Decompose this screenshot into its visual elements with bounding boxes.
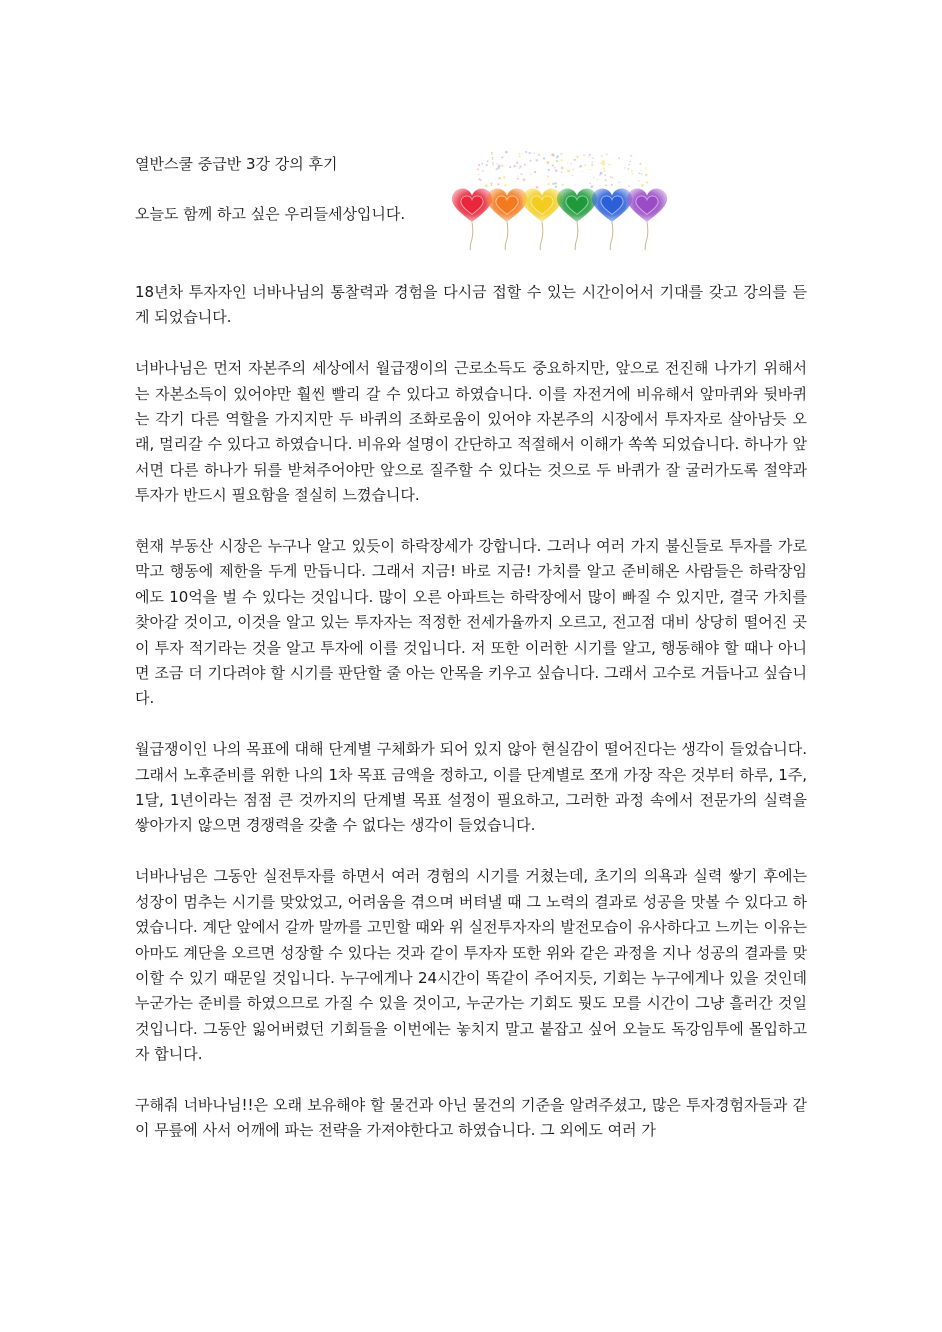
sparkle-dot <box>567 170 570 173</box>
sparkle-dot <box>605 179 607 181</box>
sparkle-dot <box>502 156 504 158</box>
sparkle-dot <box>619 182 620 183</box>
sparkle-dot <box>547 162 550 165</box>
paragraph-4: 월급쟁이인 나의 목표에 대해 단계별 구체화가 되어 있지 않아 현실감이 떨어진다는 생각이 들었습니다. 그래서 노후준비를 위한 나의 1차 목표 금액을 정하고, 이를 단계별로 쪼개 가장 작은 것부터 하루, 1주, 1달, 1년이라는 점점 큰 것까지의 단계별 목표 설정이 필요하고, 그러한 과정 속에서 전문가의 실력을 쌓아가지 않으면 경쟁력을 갖출 수 없다는 생각이 들었습니다. <box>135 740 807 835</box>
paragraph-5: 너바나님은 그동안 실전투자를 하면서 여러 경험의 시기를 거쳤는데, 초기의 의욕과 실력 쌓기 후에는 성장이 멈추는 시기를 맞았었고, 어려움을 겪으며 버텨낼 때 그 노력의 결과로 성공을 맛볼 수 있다고 하였습니다. 계단 앞에서 갈까 말까를 고민할 때와 위 실전투자자의 발전모습이 유사하다고 느끼는 이유는 아마도 계단을 오르면 성장할 수 있다는 것과 같이 투자자 또한 위와 같은 과정을 지나 성공의 결과를 맞이할 수 있기 때문일 것입니다. 누구에게나 24시간이 똑같이 주어지듯, 기회는 누구에게나 있을 것인데 누군가는 준비를 하였으므로 가질 수 있을 것이고, 누군가는 기회도 뭣도 모를 시간이 그냥 흘러간 것일 것입니다. 그동안 잃어버렸던 기회들을 이번에는 놓치지 말고 붙잡고 싶어 오늘도 독강임투에 몰입하고자 합니다. <box>135 867 807 1064</box>
sparkle-dot <box>548 169 550 171</box>
sparkle-dot <box>548 183 550 185</box>
sparkle-dot <box>492 157 494 159</box>
sparkle-dot <box>600 172 603 175</box>
sparkle-dot <box>601 155 603 157</box>
balloon-string <box>505 222 508 250</box>
sparkle-dot <box>592 161 593 162</box>
sparkle-dot <box>590 169 591 170</box>
sparkle-dot <box>517 178 519 180</box>
sparkle-dot <box>561 172 562 173</box>
document-title: 열반스쿨 중급반 3강 강의 후기 <box>135 155 338 173</box>
sparkle-dot <box>631 170 633 172</box>
sparkle-dot <box>604 174 606 176</box>
sparkle-dot <box>519 153 521 155</box>
sparkle-dot <box>611 184 613 186</box>
document-body <box>135 280 807 1169</box>
balloon-string <box>470 222 473 250</box>
sparkle-dot <box>536 159 538 161</box>
sparkle-dot <box>612 177 614 179</box>
sparkle-dot <box>487 160 489 162</box>
sparkle-dot <box>588 156 590 158</box>
sparkle-dot <box>589 154 591 156</box>
sparkle-dot <box>503 176 505 178</box>
sparkle-dot <box>591 185 594 188</box>
sparkle-dot <box>570 163 571 164</box>
sparkle-dot <box>530 174 531 175</box>
sparkle-dot <box>485 184 488 187</box>
paragraph-2: 너바나님은 먼저 자본주의 세상에서 월급쟁이의 근로소득도 중요하지만, 앞으로 전진해 나가기 위해서는 자본소득이 있어야만 훨씬 빨리 갈 수 있다고 하였습니다. 이를 자전거에 비유해서 앞마퀴와 뒷바퀴는 각기 다른 역할을 가지지만 두 바퀴의 조화로움이 있어야 자본주의 시장에서 투자자로 살아남듯 오래, 멀리갈 수 있다고 하였습니다. 비유와 설명이 간단하고 적절해서 이해가 쏙쏙 되었습니다. 하나가 앞서면 다른 하나가 뒤를 받쳐주어야만 앞으로 질주할 수 있다는 것으로 두 바퀴가 잘 굴러가도록 절약과 투자가 반드시 필요함을 절실히 느꼈습니다. <box>135 359 807 505</box>
sparkle-dot <box>543 158 545 160</box>
sparkle-dot <box>555 186 558 189</box>
sparkle-dot <box>618 158 620 160</box>
sparkle-dot <box>515 165 516 166</box>
sparkle-dot <box>624 167 625 168</box>
sparkle-dot <box>603 167 605 169</box>
sparkle-dot <box>630 155 632 157</box>
sparkle-dot <box>602 163 605 166</box>
sparkle-dot <box>491 152 493 154</box>
sparkle-dot <box>523 178 526 181</box>
sparkle-dot <box>529 152 531 154</box>
sparkle-dot <box>639 163 641 165</box>
sparkle-dot <box>574 184 575 185</box>
sparkle-dot <box>641 184 644 187</box>
sparkle-dot <box>501 164 504 167</box>
sparkle-dot <box>555 169 558 172</box>
paragraph-1: 18년차 투자자인 너바나님의 통찰력과 경험을 다시금 접할 수 있는 시간이어서 기대를 갖고 강의를 듣게 되었습니다. <box>135 283 807 327</box>
sparkle-dot <box>480 179 482 181</box>
sparkle-dot <box>524 164 526 166</box>
sparkle-dot <box>581 165 582 166</box>
sparkle-dot <box>490 183 492 185</box>
sparkle-dot <box>556 157 558 159</box>
sparkle-dot <box>509 166 511 168</box>
sparkle-dot <box>477 169 479 171</box>
sparkle-dot <box>520 166 522 168</box>
sparkle-dot <box>567 163 568 164</box>
sparkle-dot <box>609 164 611 166</box>
document-subtitle: 오늘도 함께 하고 싶은 우리들세상입니다. <box>135 205 406 223</box>
sparkle-dot <box>574 159 576 161</box>
sparkle-dot <box>551 153 554 156</box>
sparkle-dot <box>606 154 608 156</box>
sparkle-dot <box>593 177 594 178</box>
sparkle-dot <box>497 163 498 164</box>
sparkle-dot <box>530 160 532 162</box>
sparkle-dot <box>534 171 536 173</box>
sparkle-dot <box>628 185 630 187</box>
sparkle-dot <box>505 151 508 154</box>
sparkle-dot <box>628 164 630 166</box>
paragraph-6: 구해줘 너바나님!!은 오래 보유해야 할 물건과 아닌 물건의 기준을 알려주셨고, 많은 투자경험자들과 같이 무릎에 사서 어깨에 파는 전략을 가져야한다고 하였습니다. 그 외에도 여러 가 <box>135 1095 807 1140</box>
sparkle-dot <box>603 170 605 172</box>
sparkle-dot <box>497 183 499 185</box>
sparkle-dot <box>519 156 521 158</box>
sparkle-dot <box>571 175 573 177</box>
sparkle-dot <box>491 185 493 187</box>
sparkle-dot <box>590 183 592 185</box>
sparkle-dot <box>596 179 597 180</box>
sparkle-dot <box>561 159 563 161</box>
sparkle-dot <box>516 162 518 164</box>
sparkle-dot <box>639 173 640 174</box>
sparkle-dot <box>576 156 578 158</box>
sparkle-dot <box>583 154 585 156</box>
sparkle-dot <box>517 176 518 177</box>
sparkle-dot <box>491 154 492 155</box>
sparkle-dot <box>521 173 523 175</box>
sparkle-dot <box>610 176 612 178</box>
balloon-string <box>575 222 578 250</box>
sparkle-dot <box>562 167 564 169</box>
sparkle-dot <box>481 163 483 165</box>
sparkle-dot <box>493 164 494 165</box>
paragraph-3: 현재 부동산 시장은 누구나 알고 있듯이 하락장세가 강합니다. 그러나 여러 가지 불신들로 투자를 가로막고 행동에 제한을 두게 만듭니다. 그래서 지금! 바로 지금! 가치를 알고 준비해온 사람들은 하락장임에도 10억을 벌 수 있다는 것입니다. 많이 오른 아파트는 하락장에서 많이 빠질 수 있지만, 결국 가치를 찾아갈 것이고, 이것을 알고 있는 투자자는 적정한 전세가율까지 오르고, 전고점 대비 상당히 떨어진 곳이 투자 적기라는 것을 알고 투자에 이를 것입니다. 저 또한 이러한 시기를 알고, 행동해야 할 때나 아니면 조금 더 기다려야 할 시기를 판단할 줄 아는 안목을 키우고 싶습니다. 그래서 고수로 거듭나고 싶습니다. <box>135 537 807 708</box>
sparkle-dot <box>560 153 562 155</box>
sparkle-dot <box>486 164 488 166</box>
sparkle-dot <box>631 173 633 175</box>
sparkle-dot <box>605 184 607 186</box>
sparkle-dot <box>573 169 574 170</box>
sparkle-dot <box>498 177 501 180</box>
sparkle-dot <box>556 183 557 184</box>
sparkle-dot <box>646 175 647 176</box>
sparkle-dot <box>478 164 480 166</box>
sparkle-dot <box>504 184 506 186</box>
sparkle-dot <box>525 151 527 153</box>
sparkle-dot <box>630 161 631 162</box>
balloon-string <box>645 222 648 250</box>
sparkle-dot <box>534 152 535 153</box>
sparkle-dot <box>496 168 498 170</box>
sparkle-dot <box>552 165 554 167</box>
sparkle-dot <box>641 173 643 175</box>
sparkle-dot <box>498 165 501 168</box>
sparkle-dot <box>582 171 583 172</box>
sparkle-dot <box>592 157 594 159</box>
sparkle-dot <box>536 186 539 189</box>
sparkle-dot <box>554 167 556 169</box>
sparkle-dot <box>552 183 554 185</box>
sparkle-dot <box>601 163 602 164</box>
sparkle-dot <box>538 154 541 157</box>
sparkle-dot <box>591 164 593 166</box>
sparkle-dot <box>547 175 549 177</box>
rainbow-heart-balloons-icon <box>448 150 670 250</box>
sparkle-dot <box>562 184 564 186</box>
sparkle-dot <box>628 168 630 170</box>
sparkle-dot <box>646 181 648 183</box>
balloon-string <box>540 222 543 250</box>
sparkle-dot <box>478 174 479 175</box>
sparkle-dot <box>584 165 586 167</box>
sparkle-dot <box>602 160 605 163</box>
sparkle-dot <box>556 160 558 162</box>
sparkle-dot <box>641 170 642 171</box>
balloon-string <box>610 222 613 250</box>
sparkle-dot <box>638 180 640 182</box>
sparkle-dot <box>492 162 494 164</box>
sparkle-dot <box>482 171 484 173</box>
sparkle-dot <box>645 167 647 169</box>
sparkle-dot <box>492 159 493 160</box>
